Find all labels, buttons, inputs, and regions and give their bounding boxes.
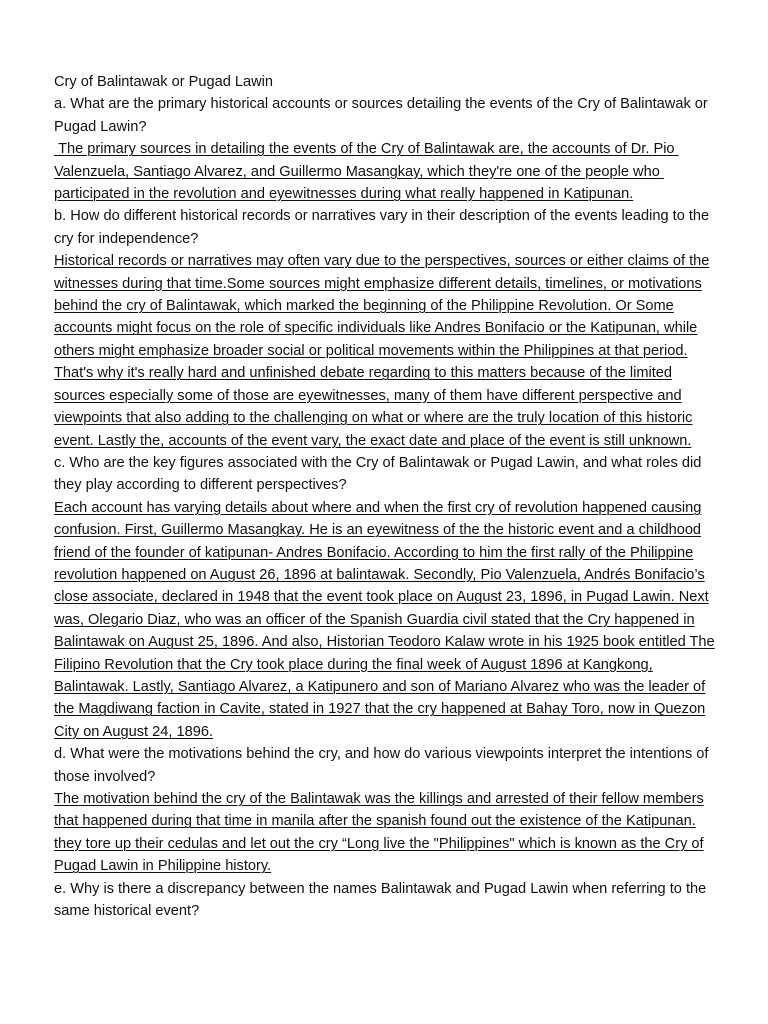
question-e: e. Why is there a discrepancy between the names Balintawak and Pugad Lawin when referring to the same historical event? xyxy=(54,880,707,920)
question-d: d. What were the motivations behind the cry, and how do various viewpoints interpret the intentions of those involved? xyxy=(54,746,709,785)
answer-c: Each account has varying details about where and when the first cry of revolution happened causing confusion. First, Guillermo Masangkay. He is an eyewitness of the the historic event and a childhood friend of the founder of katipunan- Andres Bonifacio. According to him the first rally of the Philippine revolution happened on August 26, 1896 at balintawak. Secondly, Pio Valenzuela, Andrés Bonifacio’s close associate, declared in 1948 that the event took place on August 23, 1896, in Pugad Lawin. Next was, Olegario Diaz, who was an officer of the Spanish Guardia civil stated that the Cry happened in Balintawak on August 25, 1896. And also, Historian Teodoro Kalaw wrote in his 1925 book entitled The Filipino Revolution that the Cry took place during the final week of August 1896 at Kangkong, Balintawak. Lastly, Santiago Alvarez, a Katipunero and son of Mariano Alvarez who was the leader of the Magdiwang faction in Cavite, stated in 1927 that the cry happened at Bahay Toro, now in Quezon City on August 24, 1896. xyxy=(54,499,715,740)
answer-d: The motivation behind the cry of the Balintawak was the killings and arrested of their fellow members that happened during that time in manila after the spanish found out the existence of the Katipunan. they tore up their cedulas and let out the cry “Long live the "Philippines" which is known as the Cry of Pugad Lawin in Philippine history. xyxy=(54,791,704,875)
question-c: c. Who are the key figures associated with the Cry of Balintawak or Pugad Lawin, and what roles did they play according to different perspectives? xyxy=(54,454,702,494)
document-page xyxy=(54,71,718,922)
document-title: Cry of Balintawak or Pugad Lawin xyxy=(54,74,274,90)
answer-a: The primary sources in detailing the events of the Cry of Balintawak are, the accounts of Dr. Pio Valenzuela, Santiago Alvarez, and Guillermo Masangkay, which they're one of the people who participated in the revolution and eyewitnesses during what really happened in Katipunan. xyxy=(54,141,679,203)
answer-b: Historical records or narratives may often vary due to the perspectives, sources or either claims of the witnesses during that time.Some sources might emphasize different details, timelines, or motivations behind the cry of Balintawak, which marked the beginning of the Philippine Revolution. Or Some accounts might focus on the role of specific individuals like Andres Bonifacio or the Katipunan, while others might emphasize broader social or political movements within the Philippines at that period. That's why it's really hard and unfinished debate regarding to this matters because of the limited sources especially some of those are eyewitnesses, many of them have different perspective and viewpoints that also adding to the challenging on what or where are the truly location of this historic event. Lastly the, accounts of the event vary, the exact date and place of the event is still unknown. xyxy=(54,253,710,449)
question-b: b. How do different historical records or narratives vary in their description of the events leading to the cry for independence? xyxy=(54,208,710,247)
question-a: a. What are the primary historical accounts or sources detailing the events of the Cry of Balintawak or Pugad Lawin? xyxy=(54,96,708,135)
